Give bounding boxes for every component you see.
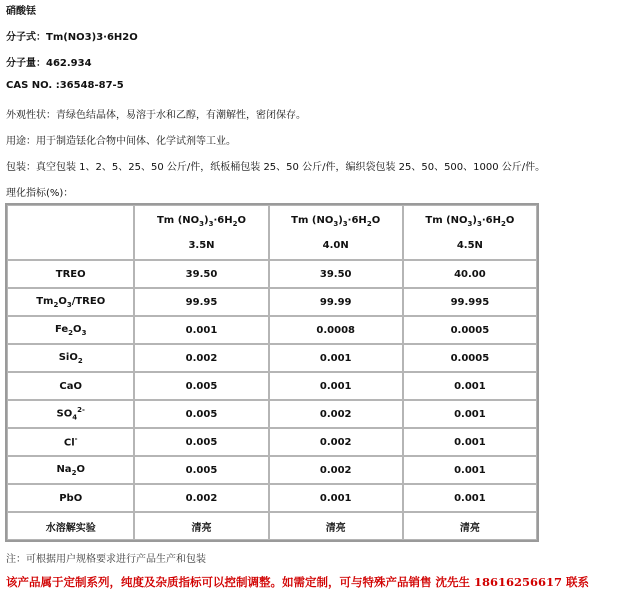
table-row bbox=[7, 400, 537, 428]
table-cell: 0.001 bbox=[403, 428, 537, 456]
table-row bbox=[7, 260, 537, 288]
table-cell: 0.002 bbox=[269, 400, 403, 428]
table-cell: 40.00 bbox=[403, 260, 537, 288]
table-cell: 99.995 bbox=[403, 288, 537, 316]
row-label: $SO_4^{2-}$ bbox=[7, 400, 134, 428]
table-cell: 99.99 bbox=[269, 288, 403, 316]
product-name: 硝酸铥 bbox=[6, 6, 36, 17]
table-row bbox=[7, 288, 537, 316]
table-cell: 0.001 bbox=[134, 316, 268, 344]
promo-line: 该产品属于定制系列，纯度及杂质指标可以控制调整。如需定制，可与特殊产品销售 沈先生 18616256617 联系 bbox=[6, 575, 590, 589]
row-label: TREO bbox=[7, 260, 134, 288]
table-cell: 清亮 bbox=[134, 512, 268, 540]
spec-table bbox=[5, 203, 539, 542]
table-row bbox=[7, 512, 537, 540]
row-label: CaO bbox=[7, 372, 134, 400]
row-label: 水溶解实验 bbox=[7, 512, 134, 540]
table-cell: 0.002 bbox=[269, 456, 403, 484]
row-label: $Tm_2O_3$/TREO bbox=[7, 288, 134, 316]
usage-line: 用途：用于制造铥化合物中间体、化学试剂等工业。 bbox=[6, 136, 236, 147]
column-grade: 3.5N bbox=[188, 239, 215, 251]
table-cell: 0.0005 bbox=[403, 344, 537, 372]
appearance-line: 外观性状：青绿色结晶体，易溶于水和乙醇，有潮解性，密闭保存。 bbox=[6, 110, 306, 121]
table-cell: 0.002 bbox=[134, 484, 268, 512]
formula-line: 分子式：Tm(NO3)3·6H2O bbox=[6, 32, 138, 43]
table-cell: 0.001 bbox=[403, 484, 537, 512]
table-cell: 39.50 bbox=[134, 260, 268, 288]
table-row bbox=[7, 344, 537, 372]
table-cell: 0.005 bbox=[134, 400, 268, 428]
column-formula: Tm $(NO_3)_3\cdot 6H_2O$ bbox=[156, 214, 247, 228]
table-cell: 39.50 bbox=[269, 260, 403, 288]
row-label: $Na_2O$ bbox=[7, 456, 134, 484]
footnote: 注：可根据用户规格要求进行产品生产和包装 bbox=[6, 554, 206, 565]
column-header bbox=[403, 205, 537, 260]
table-cell: 0.005 bbox=[134, 428, 268, 456]
table-cell: 0.001 bbox=[269, 344, 403, 372]
row-label: Cl- bbox=[7, 428, 134, 456]
table-cell: 0.0008 bbox=[269, 316, 403, 344]
table-cell: 0.0005 bbox=[403, 316, 537, 344]
row-label: PbO bbox=[7, 484, 134, 512]
table-cell: 0.001 bbox=[403, 456, 537, 484]
table-row bbox=[7, 484, 537, 512]
table-header-row bbox=[7, 205, 537, 260]
column-header bbox=[134, 205, 268, 260]
column-formula: Tm $(NO_3)_3\cdot 6H_2O$ bbox=[291, 214, 381, 228]
column-grade: 4.5N bbox=[456, 239, 483, 251]
row-label: SiO$_2$ bbox=[7, 344, 134, 372]
table-row bbox=[7, 428, 537, 456]
table-row bbox=[7, 456, 537, 484]
row-label: $Fe_2O_3$ bbox=[7, 316, 134, 344]
column-grade: 4.0N bbox=[322, 239, 349, 251]
table-cell: 0.001 bbox=[403, 372, 537, 400]
cas-line: CAS NO. :36548-87-5 bbox=[6, 80, 124, 91]
packing-line: 包装：真空包装 1、2、5、25、50 公斤/件，纸板桶包装 25、50 公斤/件，编织袋包装 25、50、500、1000 公斤/件。 bbox=[6, 162, 546, 173]
column-header bbox=[269, 205, 403, 260]
column-formula: Tm $(NO_3)_3\cdot 6H_2O$ bbox=[425, 214, 515, 228]
table-cell: 0.005 bbox=[134, 456, 268, 484]
table-row bbox=[7, 316, 537, 344]
header-corner-cell bbox=[7, 205, 134, 260]
table-cell: 清亮 bbox=[403, 512, 537, 540]
table-cell: 0.002 bbox=[134, 344, 268, 372]
table-cell: 0.001 bbox=[269, 372, 403, 400]
molecular-weight-line: 分子量：462.934 bbox=[6, 58, 92, 69]
table-cell: 0.001 bbox=[403, 400, 537, 428]
spec-title: 理化指标(%)： bbox=[6, 188, 74, 199]
table-cell: 0.002 bbox=[269, 428, 403, 456]
table-cell: 0.005 bbox=[134, 372, 268, 400]
table-cell: 清亮 bbox=[269, 512, 403, 540]
table-cell: 99.95 bbox=[134, 288, 268, 316]
table-row bbox=[7, 372, 537, 400]
table-cell: 0.001 bbox=[269, 484, 403, 512]
